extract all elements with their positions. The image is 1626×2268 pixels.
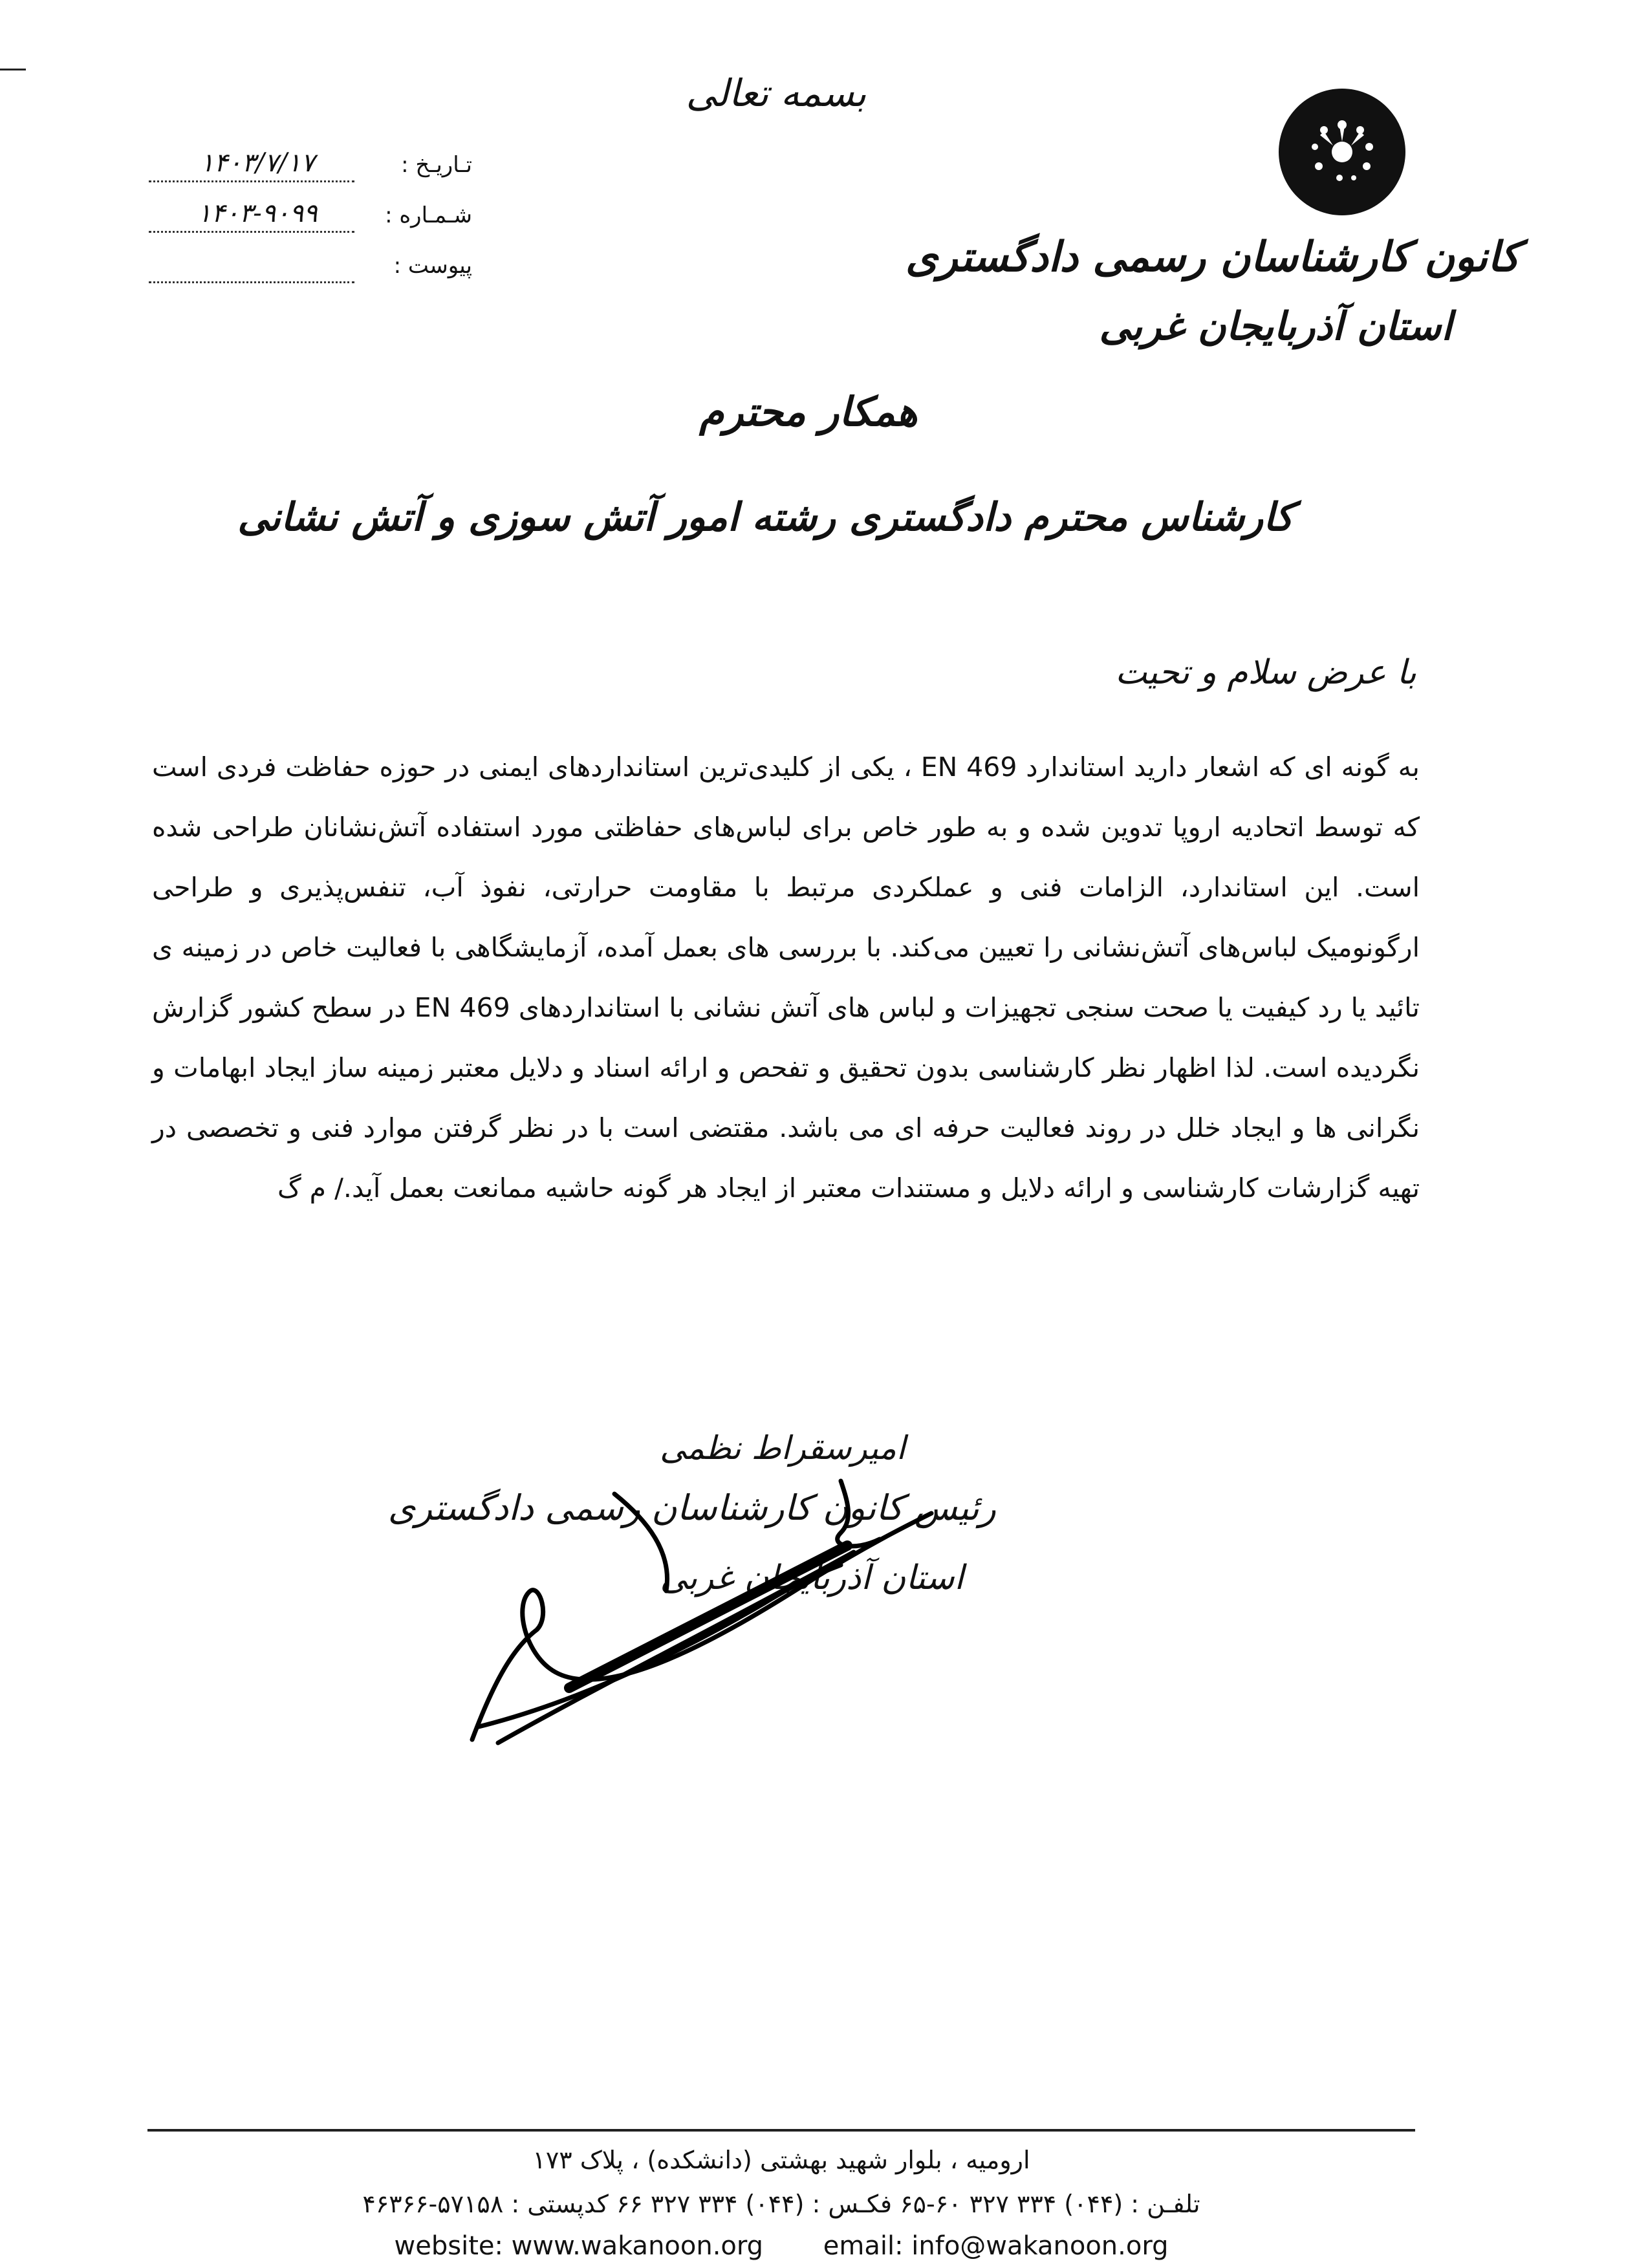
greeting-line: با عرض سلام و تحیت <box>1115 653 1416 692</box>
footer-address: ارومیه ، بلوار شهید بهشتی (دانشکده) ، پلاک ۱۷۳ <box>532 2146 1030 2174</box>
letter-meta <box>149 148 472 303</box>
attachment-label: پیوست : <box>393 253 472 279</box>
bismillah-heading: بسمه تعالی <box>686 71 867 115</box>
footer-email[interactable]: email: info@wakanoon.org <box>823 2231 1169 2261</box>
date-label: تـاریـخ : <box>401 152 472 178</box>
attachment-line <box>149 281 354 283</box>
footer-contacts: تلفـن : (۰۴۴) ۳۳۴ ۳۲۷ ۶۰-۶۵ فکـس : (۰۴۴) ۳۳۴ ۳۲۷ ۶۶ کدپستی : ۵۷۱۵۸-۴۶۳۶۶ <box>362 2190 1200 2218</box>
organization-name: کانون کارشناسان رسمی دادگستری <box>905 233 1520 281</box>
signatory-province: استان آذربایجان غربی <box>660 1559 964 1597</box>
number-row <box>149 199 472 253</box>
organization-province: استان آذربایجان غربی <box>1099 304 1452 349</box>
date-value: ۱۴۰۳/۷/۱۷ <box>200 148 315 178</box>
organization-logo-icon <box>1277 87 1407 217</box>
addressee-line: کارشناس محترم دادگستری رشته امور آتش سوزی و آتش نشانی <box>237 495 1294 540</box>
handwritten-signature-icon <box>453 1455 983 1766</box>
signatory-title: رئیس کانون کارشناسان رسمی دادگستری <box>387 1487 996 1528</box>
number-value: ۱۴۰۳-۹۰۹۹ <box>197 199 318 228</box>
page-edge-mark <box>0 69 26 70</box>
signatory-name: امیرسقراط نظمی <box>660 1429 905 1467</box>
footer-divider <box>147 2129 1415 2132</box>
footer-web <box>147 2231 1415 2261</box>
date-line <box>149 180 354 182</box>
number-line <box>149 231 354 233</box>
number-label: شـمـاره : <box>385 202 472 228</box>
footer-website[interactable]: website: www.wakanoon.org <box>394 2231 764 2261</box>
date-row <box>149 148 472 202</box>
colleague-salutation: همکار محترم <box>699 388 918 435</box>
letter-body: به گونه ای که اشعار دارید استاندارد EN 469 ، یکی از کلیدی‌ترین استانداردهای ایمنی در حوزه حفاظت فردی است که توسط اتحادیه اروپا تدوین شده و به طور خاص برای لباس‌های حفاظتی مورد استفاده آتش‌نشانان طراحی شده است. این استاندارد، الزامات فنی و عملکردی مرتبط با مقاومت حرارتی، نفوذ آب، تنفس‌پذیری و طراحی ارگونومیک لباس‌های آتش‌نشانی را تعیین می‌کند. با بررسی های بعمل آمده، آزمایشگاهی با فعالیت خاص در زمینه ی تائید یا رد کیفیت یا صحت سنجی تجهیزات و لباس های آتش نشانی با استانداردهای EN 469 در سطح کشور گزارش نگردیده است. لذا اظهار نظر کارشناسی بدون تحقیق و تفحص و ارائه اسناد و دلایل معتبر زمینه ساز ایجاد ابهامات و نگرانی ها و ایجاد خلل در روند فعالیت حرفه ای می باشد. مقتضی است با در نظر گرفتن موارد فنی و تخصصی در تهیه گزارشات کارشناسی و ارائه دلایل و مستندات معتبر از ایجاد هر گونه حاشیه ممانعت بعمل آید./ م گ <box>152 751 1420 1204</box>
attachment-row <box>149 253 472 303</box>
